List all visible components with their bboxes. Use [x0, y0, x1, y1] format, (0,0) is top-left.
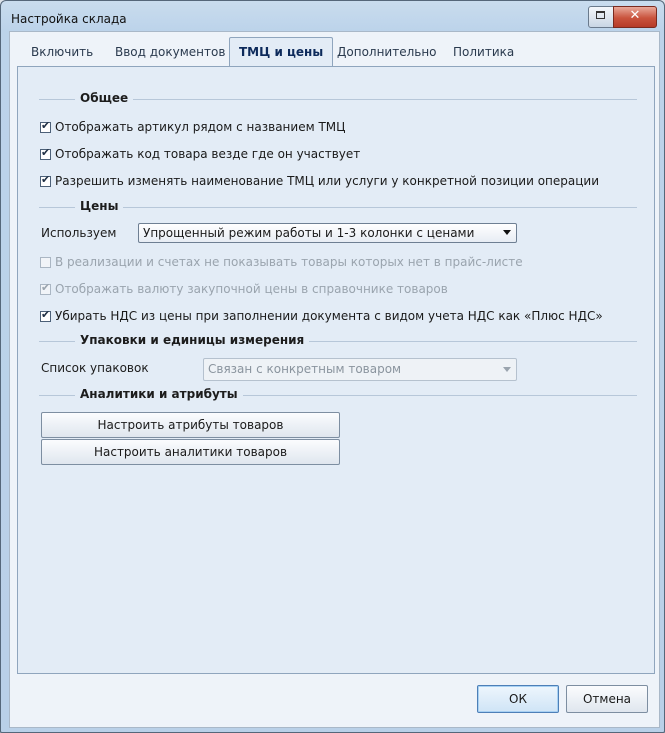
- section-title: Общее: [75, 91, 133, 105]
- check-icon: ✔: [41, 118, 51, 132]
- close-button[interactable]: [613, 6, 657, 28]
- checkbox-label: Отображать артикул рядом с названием ТМЦ: [55, 120, 346, 134]
- divider: [39, 207, 637, 208]
- packaging-list-label: Список упаковок: [41, 361, 149, 375]
- chevron-down-icon: [503, 367, 511, 372]
- checkbox-box: [40, 307, 51, 322]
- checkbox-box: [40, 172, 51, 187]
- tab-policy[interactable]: Политика: [453, 45, 515, 59]
- checkbox-label: Убирать НДС из цены при заполнении документа с видом учета НДС как «Плюс НДС»: [55, 309, 603, 323]
- close-icon: ✕: [629, 8, 641, 23]
- section-prices: [39, 199, 637, 215]
- configure-analytics-button[interactable]: Настроить аналитики товаров: [41, 439, 340, 465]
- maximize-button[interactable]: [588, 6, 614, 28]
- price-mode-select[interactable]: [138, 223, 517, 243]
- checkbox-label: В реализации и счетах не показывать товары которых нет в прайс-листе: [55, 255, 523, 269]
- checkbox-box: [40, 257, 51, 268]
- maximize-icon: [596, 11, 605, 19]
- tab-additional[interactable]: Дополнительно: [337, 45, 437, 59]
- section-title: Цены: [75, 199, 123, 213]
- checkbox-box: [40, 145, 51, 160]
- dialog-client-area: [9, 31, 660, 728]
- price-mode-label: Используем: [41, 226, 117, 240]
- tab-items-prices[interactable]: ТМЦ и цены: [229, 37, 333, 66]
- tab-panel-items-prices: [17, 66, 655, 674]
- remove-vat-checkbox[interactable]: [40, 307, 603, 325]
- checkbox-box: [40, 280, 51, 295]
- check-icon: ✔: [41, 280, 51, 294]
- checkbox-label: Отображать валюту закупочной цены в справочнике товаров: [55, 282, 448, 296]
- tab-document-input[interactable]: Ввод документов: [115, 45, 226, 59]
- tab-enable[interactable]: Включить: [31, 45, 94, 59]
- allow-rename-checkbox[interactable]: [40, 172, 599, 190]
- window-title: Настройка склада: [11, 12, 127, 26]
- show-article-checkbox[interactable]: [40, 118, 345, 136]
- checkbox-box: [40, 118, 51, 133]
- section-general: [39, 91, 637, 107]
- check-icon: ✔: [41, 172, 51, 186]
- section-packaging: [39, 333, 637, 349]
- checkbox-label: Отображать код товара везде где он участвует: [55, 147, 361, 161]
- section-title: Аналитики и атрибуты: [75, 387, 243, 401]
- show-purchase-currency-checkbox[interactable]: [40, 280, 448, 298]
- select-value: Связан с конкретным товаром: [208, 362, 402, 376]
- show-item-code-checkbox[interactable]: [40, 145, 360, 163]
- section-title: Упаковки и единицы измерения: [75, 333, 309, 347]
- section-analytics: [39, 387, 637, 403]
- configure-attributes-button[interactable]: Настроить атрибуты товаров: [41, 412, 340, 438]
- checkbox-label: Разрешить изменять наименование ТМЦ или услуги у конкретной позиции операции: [55, 174, 600, 188]
- ok-button[interactable]: ОК: [477, 685, 559, 713]
- check-icon: ✔: [41, 145, 51, 159]
- cancel-button[interactable]: Отмена: [566, 685, 648, 713]
- packaging-list-select[interactable]: [203, 358, 517, 381]
- check-icon: ✔: [41, 307, 51, 321]
- hide-missing-pricelist-checkbox[interactable]: [40, 253, 523, 271]
- chevron-down-icon: [503, 230, 511, 235]
- select-value: Упрощенный режим работы и 1-3 колонки с ценами: [143, 226, 475, 240]
